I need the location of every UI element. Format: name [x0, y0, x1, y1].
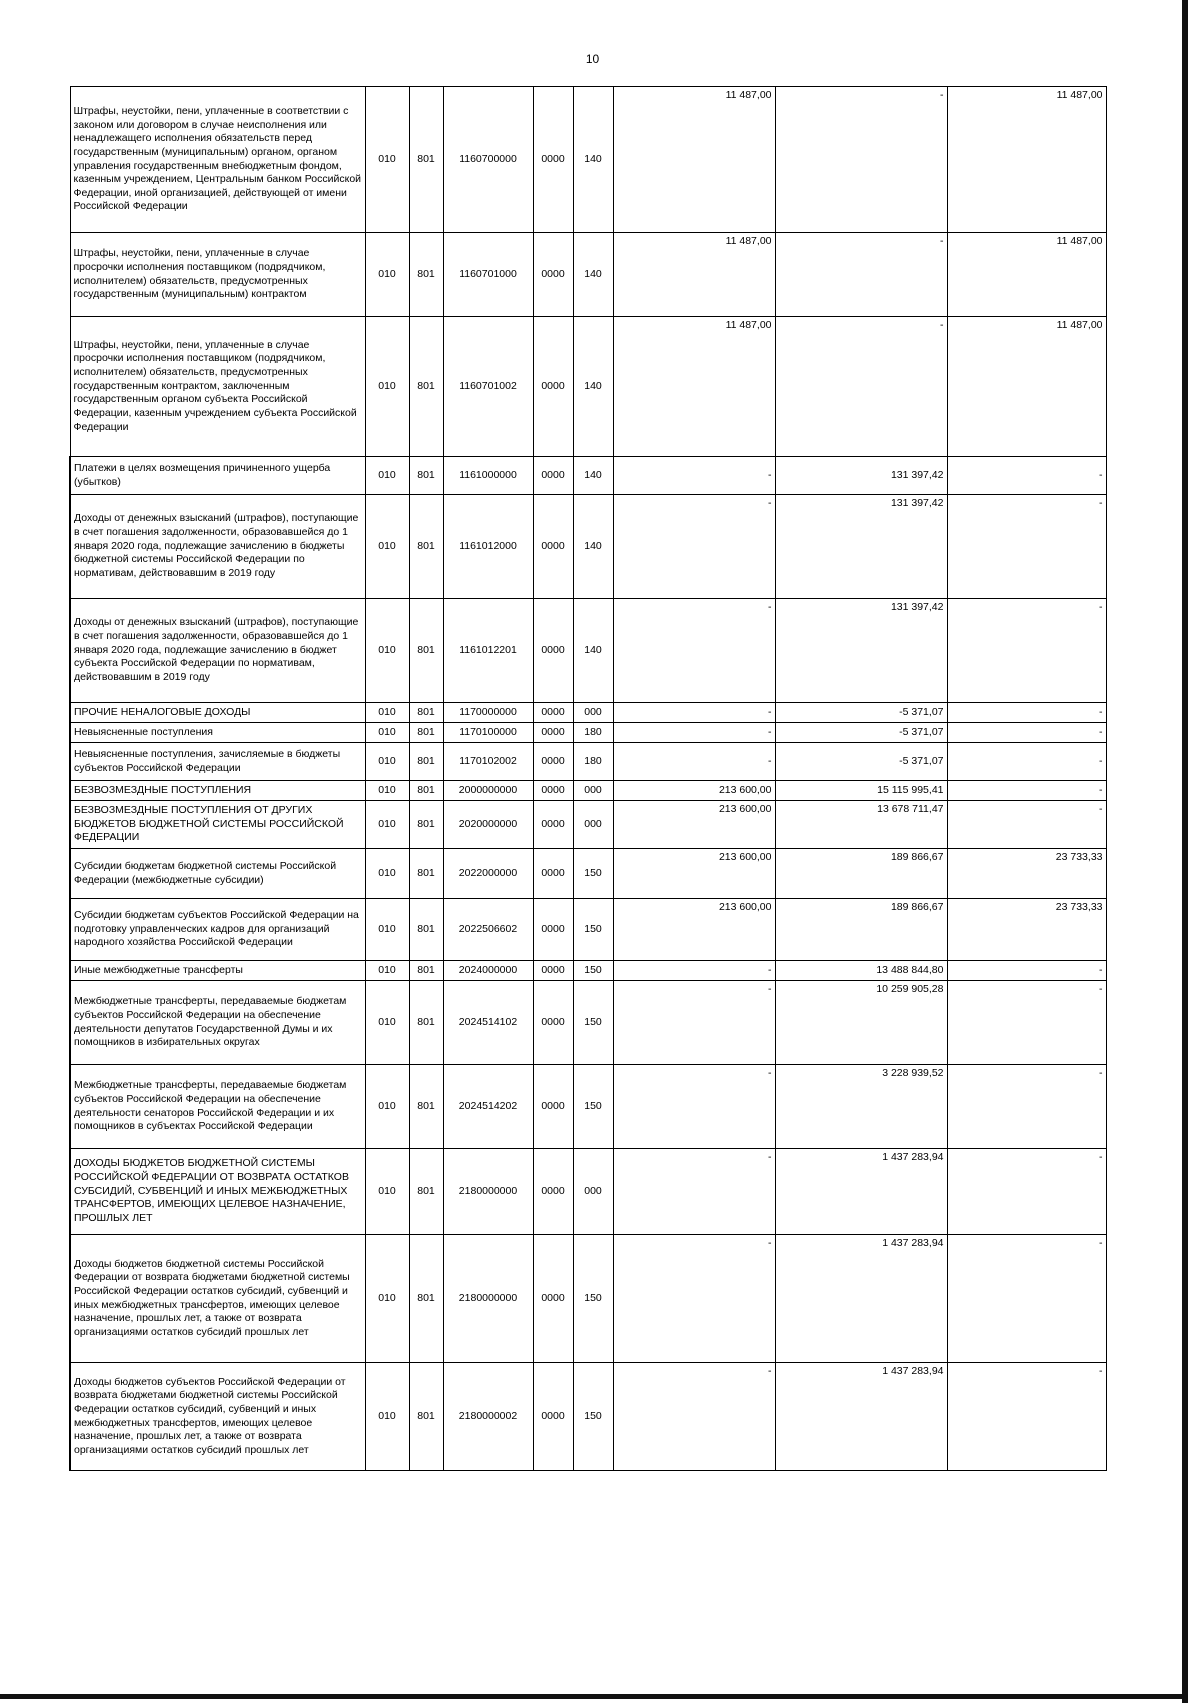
program-code-cell: 0000	[533, 849, 573, 899]
amount-cell-2: 131 397,42	[775, 457, 947, 495]
admin-code-cell: 010	[365, 599, 409, 703]
admin-code-cell: 010	[365, 1235, 409, 1363]
table-row	[70, 1149, 1106, 1235]
kosgu-code-cell: 140	[573, 317, 613, 457]
admin-code-cell: 010	[365, 1363, 409, 1471]
amount-cell-1: 11 487,00	[613, 317, 775, 457]
program-code-cell: 0000	[533, 495, 573, 599]
admin-code-cell: 010	[365, 703, 409, 723]
amount-cell-3: 11 487,00	[947, 87, 1106, 233]
kosgu-code-cell: 140	[573, 599, 613, 703]
program-code-cell: 0000	[533, 899, 573, 961]
chief-admin-code-cell: 801	[409, 723, 443, 743]
amount-cell-1: -	[613, 1149, 775, 1235]
admin-code-cell: 010	[365, 899, 409, 961]
table-row	[70, 781, 1106, 801]
kosgu-code-cell: 150	[573, 981, 613, 1065]
chief-admin-code-cell: 801	[409, 495, 443, 599]
admin-code-cell: 010	[365, 87, 409, 233]
amount-cell-1: 11 487,00	[613, 87, 775, 233]
table-row	[70, 495, 1106, 599]
income-name-cell: Штрафы, неустойки, пени, уплаченные в случае просрочки исполнения поставщиком (подрядчиком, исполнителем) обязательств, предусмотренных государственным (муниципальным) контрактом	[70, 233, 365, 317]
kbk-code-cell: 1161000000	[443, 457, 533, 495]
kosgu-code-cell: 000	[573, 781, 613, 801]
income-name-cell: Субсидии бюджетам субъектов Российской Федерации на подготовку управленческих кадров для организаций народного хозяйства Российской Федерации	[70, 899, 365, 961]
kbk-code-cell: 2022000000	[443, 849, 533, 899]
amount-cell-2: -5 371,07	[775, 703, 947, 723]
income-name-cell: ПРОЧИЕ НЕНАЛОГОВЫЕ ДОХОДЫ	[70, 703, 365, 723]
amount-cell-2: 3 228 939,52	[775, 1065, 947, 1149]
admin-code-cell: 010	[365, 801, 409, 849]
admin-code-cell: 010	[365, 781, 409, 801]
program-code-cell: 0000	[533, 1065, 573, 1149]
amount-cell-2: 1 437 283,94	[775, 1149, 947, 1235]
table-row	[70, 723, 1106, 743]
program-code-cell: 0000	[533, 703, 573, 723]
table-row	[70, 233, 1106, 317]
amount-cell-2: 131 397,42	[775, 495, 947, 599]
chief-admin-code-cell: 801	[409, 233, 443, 317]
kosgu-code-cell: 000	[573, 1149, 613, 1235]
amount-cell-3: -	[947, 1149, 1106, 1235]
amount-cell-3: -	[947, 723, 1106, 743]
amount-cell-1: -	[613, 1363, 775, 1471]
amount-cell-1: 213 600,00	[613, 899, 775, 961]
admin-code-cell: 010	[365, 317, 409, 457]
kosgu-code-cell: 140	[573, 87, 613, 233]
admin-code-cell: 010	[365, 849, 409, 899]
amount-cell-2: 10 259 905,28	[775, 981, 947, 1065]
amount-cell-3: -	[947, 781, 1106, 801]
table-row	[70, 849, 1106, 899]
kbk-code-cell: 2022506602	[443, 899, 533, 961]
kbk-code-cell: 1160701002	[443, 317, 533, 457]
program-code-cell: 0000	[533, 961, 573, 981]
table-row	[70, 801, 1106, 849]
income-name-cell: Субсидии бюджетам бюджетной системы Российской Федерации (межбюджетные субсидии)	[70, 849, 365, 899]
table-row	[70, 899, 1106, 961]
table-row	[70, 981, 1106, 1065]
amount-cell-2: -5 371,07	[775, 723, 947, 743]
table-row	[70, 1235, 1106, 1363]
chief-admin-code-cell: 801	[409, 1363, 443, 1471]
amount-cell-1: -	[613, 743, 775, 781]
admin-code-cell: 010	[365, 457, 409, 495]
income-name-cell: Невыясненные поступления	[70, 723, 365, 743]
kosgu-code-cell: 150	[573, 849, 613, 899]
kbk-code-cell: 2020000000	[443, 801, 533, 849]
program-code-cell: 0000	[533, 457, 573, 495]
amount-cell-2: 1 437 283,94	[775, 1363, 947, 1471]
table-row	[70, 457, 1106, 495]
income-name-cell: Иные межбюджетные трансферты	[70, 961, 365, 981]
revenue-table	[69, 86, 1107, 1471]
table-row	[70, 743, 1106, 781]
amount-cell-2: 13 488 844,80	[775, 961, 947, 981]
admin-code-cell: 010	[365, 1065, 409, 1149]
program-code-cell: 0000	[533, 743, 573, 781]
amount-cell-1: -	[613, 457, 775, 495]
income-name-cell: Доходы бюджетов бюджетной системы Российской Федерации от возврата бюджетами бюджетной системы Российской Федерации остатков субсидий, субвенций и иных межбюджетных трансфертов, имеющих целевое назначение, прошлых лет, а также от возврата организациями остатков субсидий прошлых лет	[70, 1235, 365, 1363]
amount-cell-2: 13 678 711,47	[775, 801, 947, 849]
kosgu-code-cell: 140	[573, 457, 613, 495]
table-row	[70, 599, 1106, 703]
amount-cell-3: -	[947, 1235, 1106, 1363]
program-code-cell: 0000	[533, 801, 573, 849]
program-code-cell: 0000	[533, 233, 573, 317]
amount-cell-3: 23 733,33	[947, 899, 1106, 961]
scan-border-right	[1182, 0, 1188, 1703]
amount-cell-2: 189 866,67	[775, 899, 947, 961]
amount-cell-1: -	[613, 1235, 775, 1363]
amount-cell-1: -	[613, 981, 775, 1065]
kbk-code-cell: 1160701000	[443, 233, 533, 317]
income-name-cell: ДОХОДЫ БЮДЖЕТОВ БЮДЖЕТНОЙ СИСТЕМЫ РОССИЙСКОЙ ФЕДЕРАЦИИ ОТ ВОЗВРАТА ОСТАТКОВ СУБСИДИЙ, СУБВЕНЦИЙ И ИНЫХ МЕЖБЮДЖЕТНЫХ ТРАНСФЕРТОВ, ИМЕЮЩИХ ЦЕЛЕВОЕ НАЗНАЧЕНИЕ, ПРОШЛЫХ ЛЕТ	[70, 1149, 365, 1235]
chief-admin-code-cell: 801	[409, 801, 443, 849]
kbk-code-cell: 1170102002	[443, 743, 533, 781]
income-name-cell: БЕЗВОЗМЕЗДНЫЕ ПОСТУПЛЕНИЯ ОТ ДРУГИХ БЮДЖЕТОВ БЮДЖЕТНОЙ СИСТЕМЫ РОССИЙСКОЙ ФЕДЕРАЦИИ	[70, 801, 365, 849]
income-name-cell: Доходы от денежных взысканий (штрафов), поступающие в счет погашения задолженности, образовавшейся до 1 января 2020 года, подлежащие зачислению в бюджет субъекта Российской Федерации по нормативам, действовавшим в 2019 году	[70, 599, 365, 703]
amount-cell-3: -	[947, 961, 1106, 981]
kbk-code-cell: 2000000000	[443, 781, 533, 801]
page-number: 10	[585, 52, 600, 66]
chief-admin-code-cell: 801	[409, 899, 443, 961]
kosgu-code-cell: 150	[573, 961, 613, 981]
amount-cell-3: 11 487,00	[947, 317, 1106, 457]
amount-cell-3: -	[947, 1363, 1106, 1471]
kosgu-code-cell: 180	[573, 743, 613, 781]
kbk-code-cell: 2180000002	[443, 1363, 533, 1471]
amount-cell-3: -	[947, 495, 1106, 599]
chief-admin-code-cell: 801	[409, 1065, 443, 1149]
amount-cell-2: -	[775, 317, 947, 457]
program-code-cell: 0000	[533, 723, 573, 743]
kbk-code-cell: 2024514202	[443, 1065, 533, 1149]
program-code-cell: 0000	[533, 1149, 573, 1235]
chief-admin-code-cell: 801	[409, 703, 443, 723]
admin-code-cell: 010	[365, 1149, 409, 1235]
amount-cell-2: 189 866,67	[775, 849, 947, 899]
kbk-code-cell: 2180000000	[443, 1149, 533, 1235]
income-name-cell: Межбюджетные трансферты, передаваемые бюджетам субъектов Российской Федерации на обеспечение деятельности депутатов Государственной Думы и их помощников в избирательных округах	[70, 981, 365, 1065]
admin-code-cell: 010	[365, 743, 409, 781]
amount-cell-1: -	[613, 1065, 775, 1149]
program-code-cell: 0000	[533, 1363, 573, 1471]
amount-cell-3: -	[947, 703, 1106, 723]
amount-cell-1: 213 600,00	[613, 801, 775, 849]
income-name-cell: Штрафы, неустойки, пени, уплаченные в случае просрочки исполнения поставщиком (подрядчиком, исполнителем) обязательств, предусмотренных государственным контрактом, заключенным государственным органом субъекта Российской Федерации, казенным учреждением субъекта Российской Федерации	[70, 317, 365, 457]
admin-code-cell: 010	[365, 961, 409, 981]
amount-cell-2: -	[775, 233, 947, 317]
income-name-cell: БЕЗВОЗМЕЗДНЫЕ ПОСТУПЛЕНИЯ	[70, 781, 365, 801]
table-row	[70, 703, 1106, 723]
kosgu-code-cell: 000	[573, 703, 613, 723]
program-code-cell: 0000	[533, 599, 573, 703]
chief-admin-code-cell: 801	[409, 981, 443, 1065]
kbk-code-cell: 2024000000	[443, 961, 533, 981]
income-name-cell: Штрафы, неустойки, пени, уплаченные в соответствии с законом или договором в случае неисполнения или ненадлежащего исполнения обязательств перед государственным (муниципальным) органом, органом управления государственным внебюджетным фондом, казенным учреждением, Центральным банком Российской Федерации, иной организацией, действующей от имени Российской Федерации	[70, 87, 365, 233]
scan-border-bottom	[0, 1694, 1188, 1699]
chief-admin-code-cell: 801	[409, 849, 443, 899]
amount-cell-3: -	[947, 981, 1106, 1065]
amount-cell-1: -	[613, 599, 775, 703]
program-code-cell: 0000	[533, 87, 573, 233]
amount-cell-1: -	[613, 495, 775, 599]
kosgu-code-cell: 150	[573, 899, 613, 961]
income-name-cell: Межбюджетные трансферты, передаваемые бюджетам субъектов Российской Федерации на обеспечение деятельности сенаторов Российской Федерации и их помощников в субъектах Российской Федерации	[70, 1065, 365, 1149]
kosgu-code-cell: 140	[573, 233, 613, 317]
amount-cell-2: 131 397,42	[775, 599, 947, 703]
chief-admin-code-cell: 801	[409, 961, 443, 981]
income-name-cell: Платежи в целях возмещения причиненного ущерба (убытков)	[70, 457, 365, 495]
amount-cell-1: 213 600,00	[613, 849, 775, 899]
kosgu-code-cell: 140	[573, 495, 613, 599]
amount-cell-3: 23 733,33	[947, 849, 1106, 899]
kbk-code-cell: 1170100000	[443, 723, 533, 743]
amount-cell-3: -	[947, 457, 1106, 495]
table-row	[70, 961, 1106, 981]
program-code-cell: 0000	[533, 1235, 573, 1363]
program-code-cell: 0000	[533, 317, 573, 457]
chief-admin-code-cell: 801	[409, 743, 443, 781]
kbk-code-cell: 2180000000	[443, 1235, 533, 1363]
table-row	[70, 1363, 1106, 1471]
kbk-code-cell: 1160700000	[443, 87, 533, 233]
amount-cell-2: 15 115 995,41	[775, 781, 947, 801]
chief-admin-code-cell: 801	[409, 87, 443, 233]
kbk-code-cell: 1170000000	[443, 703, 533, 723]
program-code-cell: 0000	[533, 781, 573, 801]
amount-cell-3: -	[947, 599, 1106, 703]
chief-admin-code-cell: 801	[409, 599, 443, 703]
chief-admin-code-cell: 801	[409, 457, 443, 495]
chief-admin-code-cell: 801	[409, 1235, 443, 1363]
admin-code-cell: 010	[365, 981, 409, 1065]
amount-cell-3: -	[947, 801, 1106, 849]
kosgu-code-cell: 180	[573, 723, 613, 743]
amount-cell-3: -	[947, 743, 1106, 781]
admin-code-cell: 010	[365, 495, 409, 599]
chief-admin-code-cell: 801	[409, 1149, 443, 1235]
table-row	[70, 87, 1106, 233]
income-name-cell: Доходы бюджетов субъектов Российской Федерации от возврата бюджетами бюджетной системы Российской Федерации остатков субсидий, субвенций и иных межбюджетных трансфертов, имеющих целевое назначение, прошлых лет, а также от возврата организациями остатков субсидий прошлых лет	[70, 1363, 365, 1471]
amount-cell-1: 11 487,00	[613, 233, 775, 317]
table-row	[70, 1065, 1106, 1149]
amount-cell-1: -	[613, 723, 775, 743]
amount-cell-2: 1 437 283,94	[775, 1235, 947, 1363]
amount-cell-3: -	[947, 1065, 1106, 1149]
admin-code-cell: 010	[365, 723, 409, 743]
amount-cell-1: 213 600,00	[613, 781, 775, 801]
amount-cell-2: -	[775, 87, 947, 233]
income-name-cell: Доходы от денежных взысканий (штрафов), поступающие в счет погашения задолженности, образовавшейся до 1 января 2020 года, подлежащие зачислению в бюджеты бюджетной системы Российской Федерации по нормативам, действовавшим в 2019 году	[70, 495, 365, 599]
kosgu-code-cell: 150	[573, 1065, 613, 1149]
program-code-cell: 0000	[533, 981, 573, 1065]
chief-admin-code-cell: 801	[409, 781, 443, 801]
admin-code-cell: 010	[365, 233, 409, 317]
amount-cell-2: -5 371,07	[775, 743, 947, 781]
kbk-code-cell: 2024514102	[443, 981, 533, 1065]
amount-cell-3: 11 487,00	[947, 233, 1106, 317]
chief-admin-code-cell: 801	[409, 317, 443, 457]
kbk-code-cell: 1161012000	[443, 495, 533, 599]
kosgu-code-cell: 150	[573, 1363, 613, 1471]
amount-cell-1: -	[613, 703, 775, 723]
table-row	[70, 317, 1106, 457]
kosgu-code-cell: 000	[573, 801, 613, 849]
kbk-code-cell: 1161012201	[443, 599, 533, 703]
kosgu-code-cell: 150	[573, 1235, 613, 1363]
amount-cell-1: -	[613, 961, 775, 981]
income-name-cell: Невыясненные поступления, зачисляемые в бюджеты субъектов Российской Федерации	[70, 743, 365, 781]
